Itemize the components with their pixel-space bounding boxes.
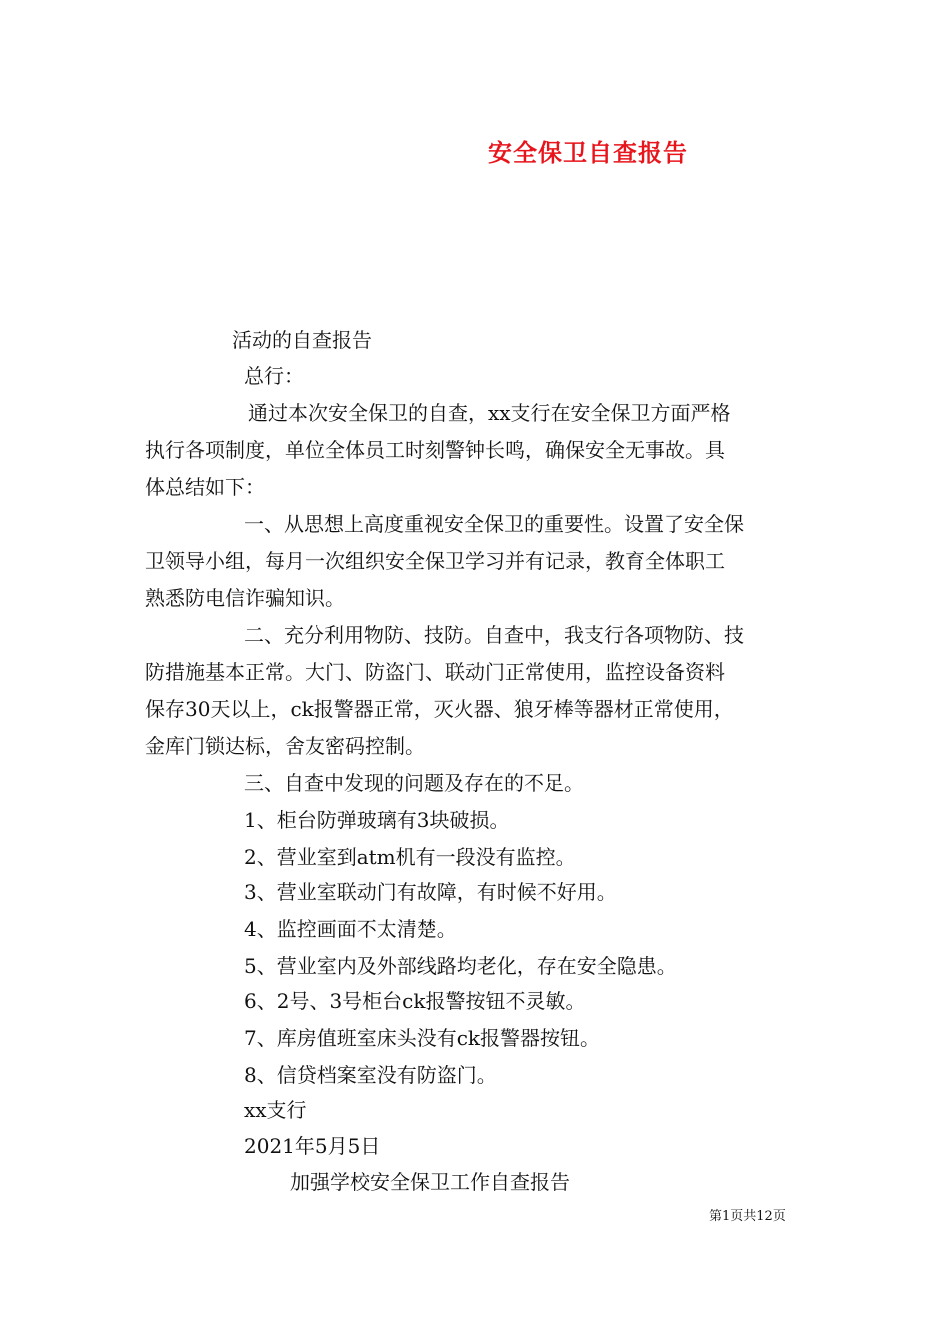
document-title: 安全保卫自查报告 [488, 138, 688, 167]
page-indicator: 第1页共12页 [709, 1209, 786, 1224]
paragraph-line: 防措施基本正常。大门、防盗门、联动门正常使用，监控设备资料 [145, 660, 725, 684]
section-heading: 三、自查中发现的问题及存在的不足。 [244, 771, 584, 795]
paragraph-line: 保存30天以上，ck报警器正常，灭火器、狼牙棒等器材正常使用， [145, 697, 734, 721]
paragraph-line: 一、从思想上高度重视安全保卫的重要性。设置了安全保 [244, 512, 744, 536]
list-item: 2、营业室到atm机有一段没有监控。 [244, 845, 576, 869]
list-item: 5、营业室内及外部线路均老化，存在安全隐患。 [244, 954, 677, 978]
list-item: 6、2号、3号柜台ck报警按钮不灵敏。 [244, 989, 586, 1013]
signature-branch: xx支行 [244, 1098, 307, 1122]
list-item: 8、信贷档案室没有防盗门。 [244, 1063, 497, 1087]
paragraph-line: 体总结如下： [145, 475, 265, 499]
paragraph-line: 二、充分利用物防、技防。自查中，我支行各项物防、技 [244, 623, 744, 647]
salutation-line: 总行： [244, 364, 304, 388]
list-item: 3、营业室联动门有故障，有时候不好用。 [244, 880, 617, 904]
list-item: 4、监控画面不太清楚。 [244, 917, 457, 941]
list-item: 1、柜台防弹玻璃有3块破损。 [244, 808, 510, 832]
subtitle-line: 活动的自查报告 [232, 328, 372, 352]
paragraph-line: 执行各项制度，单位全体员工时刻警钟长鸣，确保安全无事故。具 [145, 438, 725, 462]
paragraph-line: 通过本次安全保卫的自查，xx支行在安全保卫方面严格 [248, 401, 731, 425]
next-section-title: 加强学校安全保卫工作自查报告 [290, 1170, 570, 1194]
paragraph-line: 卫领导小组，每月一次组织安全保卫学习并有记录，教育全体职工 [145, 549, 725, 573]
list-item: 7、库房值班室床头没有ck报警器按钮。 [244, 1026, 601, 1050]
paragraph-line: 金库门锁达标，舍友密码控制。 [145, 734, 425, 758]
paragraph-line: 熟悉防电信诈骗知识。 [145, 586, 345, 610]
signature-date: 2021年5月5日 [244, 1134, 381, 1158]
